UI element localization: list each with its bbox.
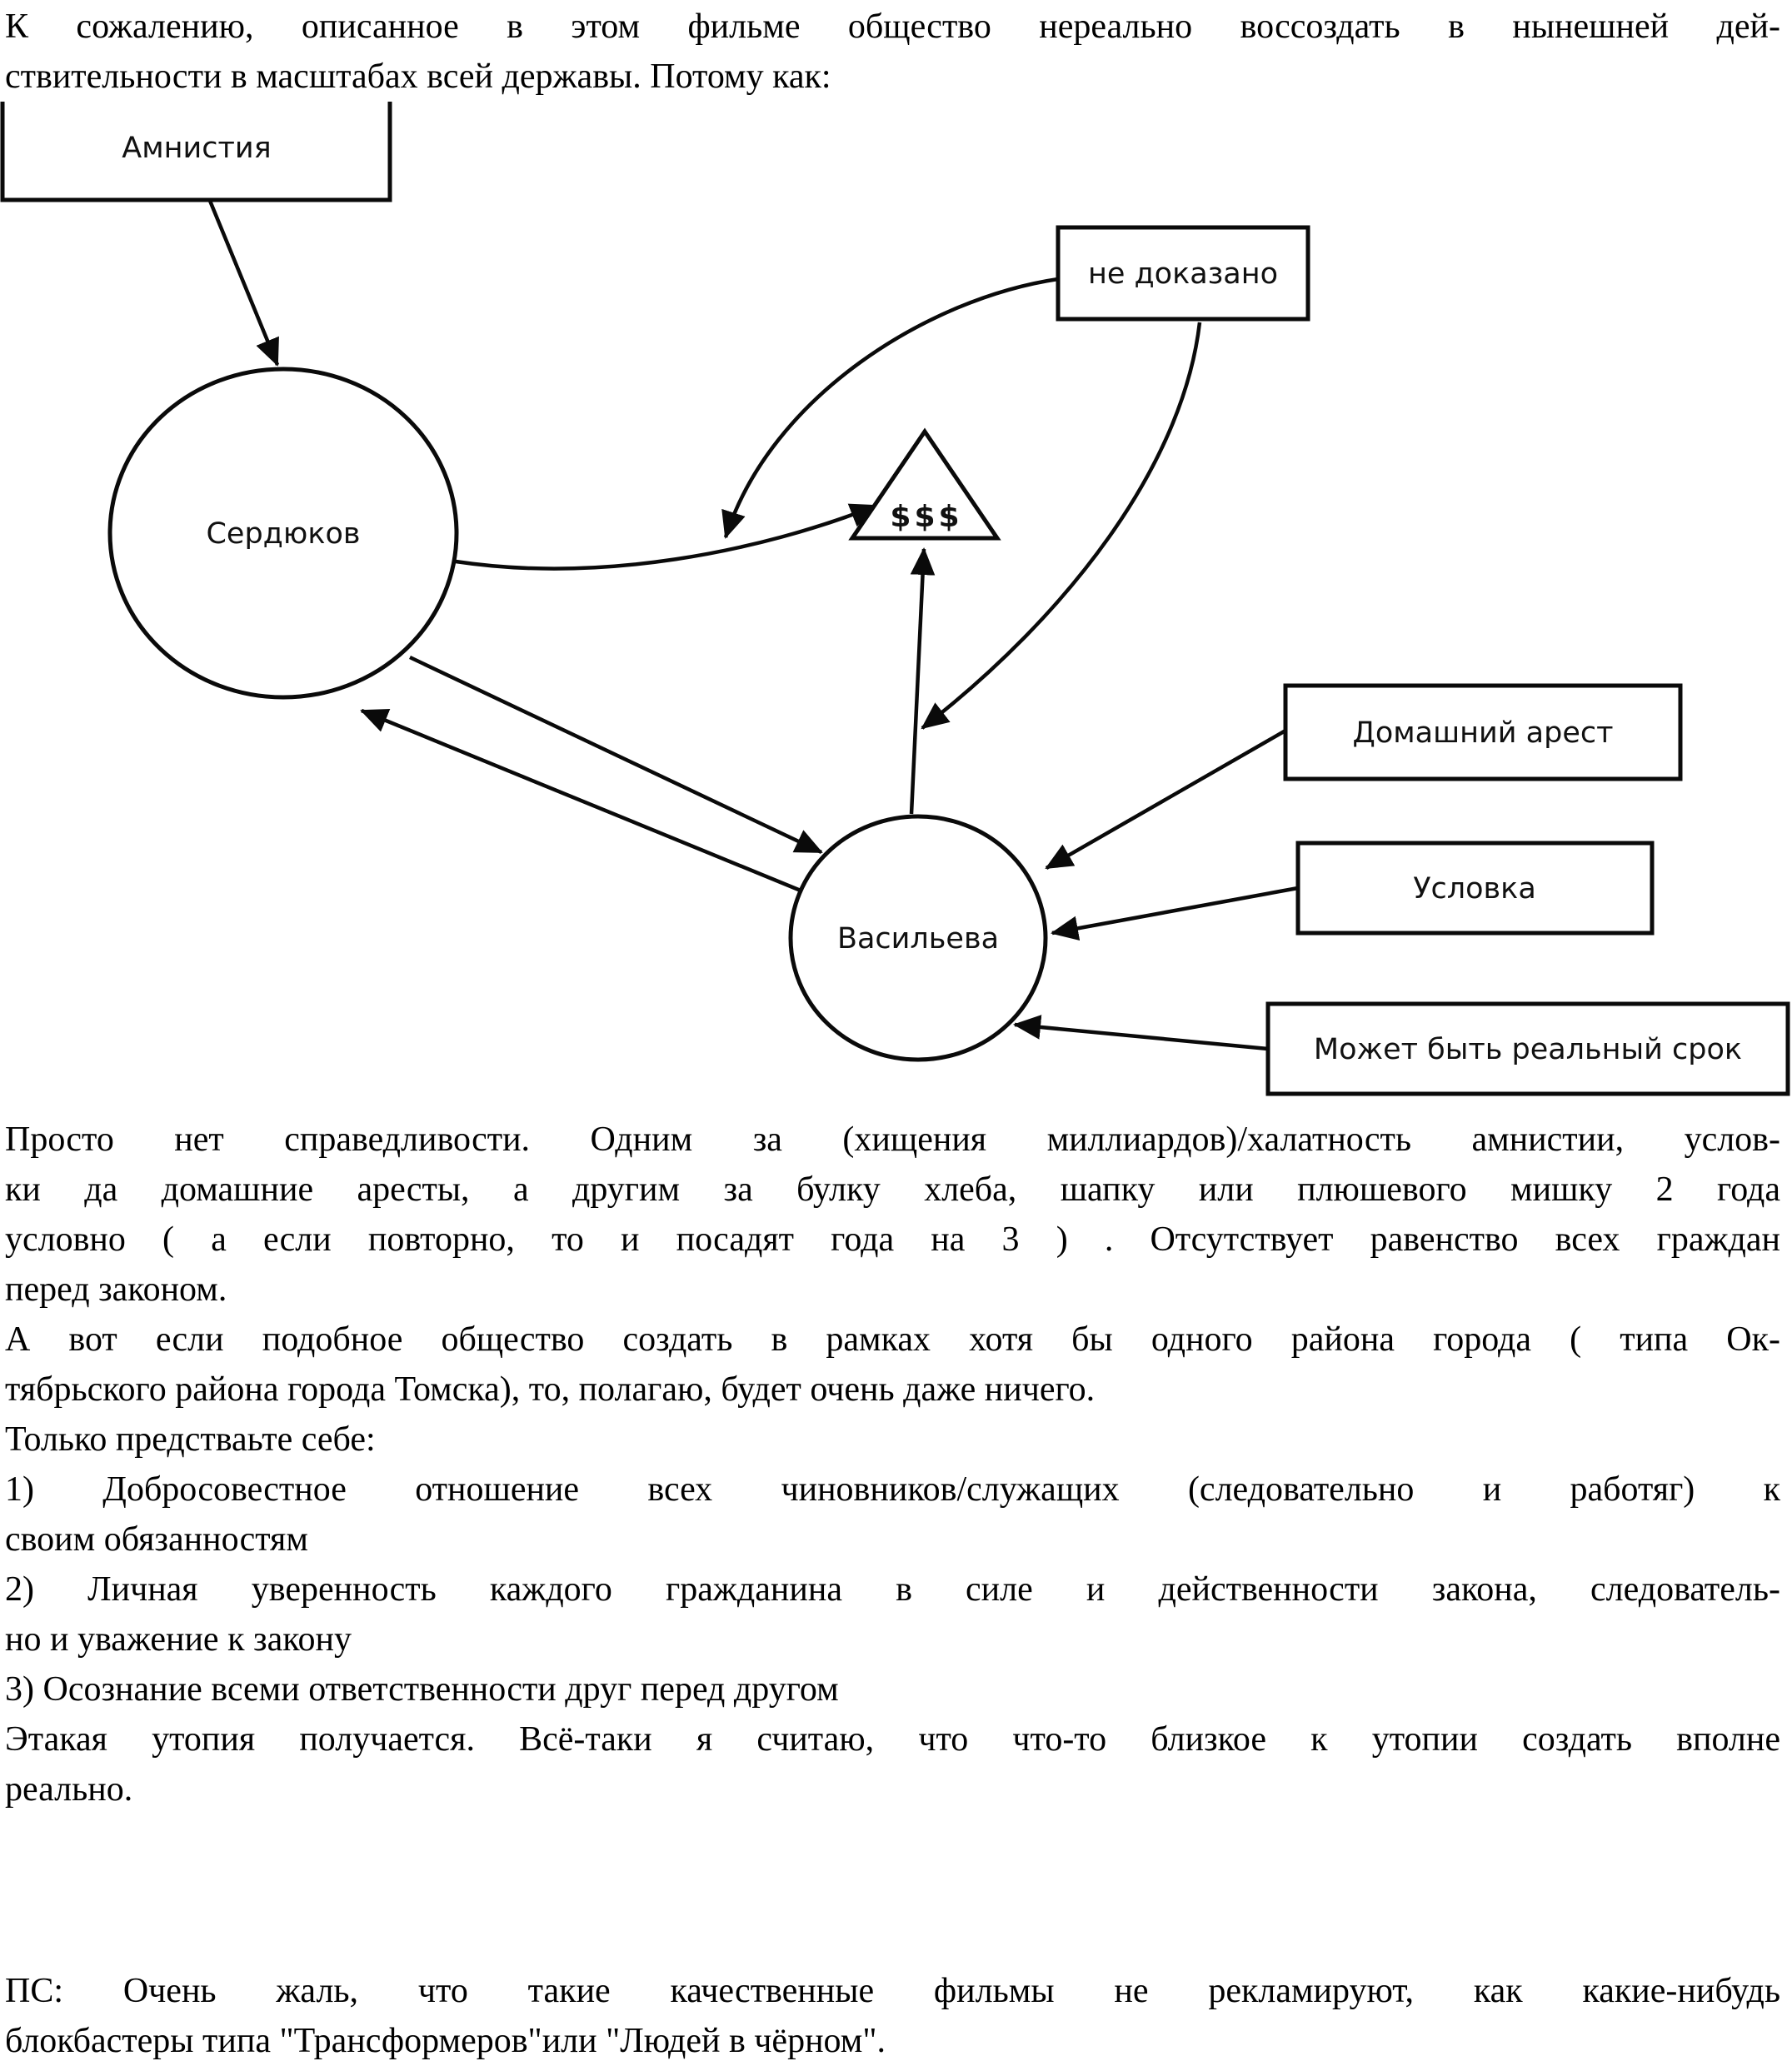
- text-line: но и уважение к закону: [5, 1620, 352, 1659]
- paragraph: [0, 1415, 1792, 1465]
- paragraph: [0, 1714, 1792, 1814]
- text-line: реально.: [5, 1770, 133, 1809]
- paragraph: [0, 1315, 1792, 1415]
- text-line: Только предстваьте себе:: [5, 1420, 376, 1459]
- edge-vasilyeva-to-money: [911, 549, 924, 814]
- text-line: 3) Осознание всеми ответственности друг перед другом: [5, 1670, 839, 1709]
- text-line: 1) Добросовестное отношение всех чиновников/служащих (следовательно и работяг) к: [5, 1470, 1780, 1509]
- node-amnesty-label: Амнистия: [122, 132, 272, 165]
- text-line: своим обязанностям: [5, 1520, 308, 1559]
- node-housearrest-label: Домашний арест: [1352, 716, 1614, 750]
- text-line: условно ( а если повторно, то и посадят года на 3 ) . Отсутствует равенство всех граждан: [5, 1220, 1780, 1259]
- edge-serdyukov-to-money: [456, 506, 876, 568]
- text-line: перед законом.: [5, 1270, 227, 1309]
- node-notproven-label: не доказано: [1087, 257, 1279, 291]
- edge-housearrest-to-vasilyeva: [1046, 731, 1285, 868]
- paragraph: [0, 1115, 1792, 1315]
- text-line: блокбастеры типа "Трансформеров"или "Людей в чёрном".: [5, 2022, 886, 2060]
- relations-diagram: [0, 102, 1792, 1115]
- edge-amnesty-to-serdyukov: [210, 201, 277, 365]
- text-line: А вот если подобное общество создать в рамках хотя бы одного района города ( типа Ок-: [5, 1320, 1780, 1359]
- node-probation-label: Условка: [1413, 872, 1536, 906]
- paragraph: [0, 1465, 1792, 1564]
- node-serdyukov-label: Сердюков: [206, 517, 361, 551]
- node-realterm-label: Может быть реальный срок: [1313, 1033, 1743, 1066]
- text-line: ПС: Очень жаль, что такие качественные фильмы не рекламируют, как какие-нибудь: [5, 1972, 1780, 2010]
- intro-paragraphs: [0, 2, 1792, 102]
- edge-probation-to-vasilyeva: [1052, 888, 1298, 933]
- body-paragraphs: [0, 1115, 1792, 2066]
- text-line: К сожалению, описанное в этом фильме общество нереально воссоздать в нынешней дей-: [5, 7, 1780, 46]
- text-line: Просто нет справедливости. Одним за (хищения миллиардов)/халатность амнистии, услов-: [5, 1120, 1780, 1159]
- text-line: тябрьского района города Томска), то, полагаю, будет очень даже ничего.: [5, 1370, 1096, 1409]
- node-money-label: $$$: [890, 500, 963, 534]
- text-line: ки да домашние аресты, а другим за булку хлеба, шапку или плюшевого мишку 2 года: [5, 1170, 1780, 1209]
- paragraph: [0, 2, 1792, 102]
- edge-realterm-to-vasilyeva: [1015, 1025, 1268, 1049]
- text-line: 2) Личная уверенность каждого гражданина в силе и действенности закона, следователь-: [5, 1570, 1780, 1609]
- paragraph: [0, 1664, 1792, 1714]
- paragraph: [0, 1966, 1792, 2066]
- text-line: Этакая утопия получается. Всё-таки я считаю, что что-то близкое к утопии создать вполне: [5, 1720, 1780, 1759]
- node-vasilyeva-label: Васильева: [836, 922, 1000, 956]
- text-line: ствительности в масштабах всей державы. Потому как:: [5, 57, 831, 96]
- paragraph: [0, 1564, 1792, 1664]
